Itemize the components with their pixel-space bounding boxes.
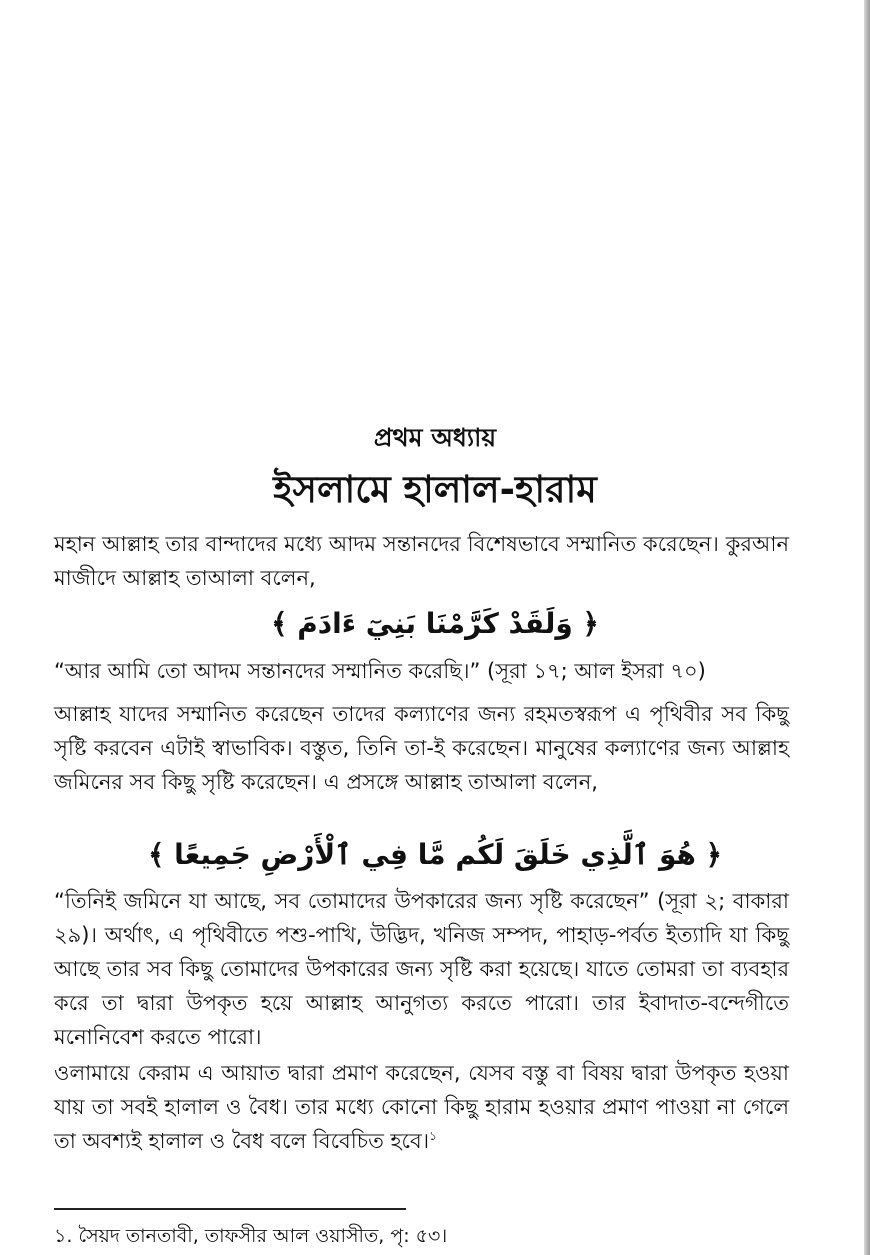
- quran-verse-1: ﴿ وَلَقَدْ كَرَّمْنَا بَنِيٓ ءَادَمَ ﴾: [271, 607, 599, 640]
- footnote: ১. সৈয়দ তানতাবী, তাফসীর আল ওয়াসীত, পৃ: ৫৩।: [54, 1225, 448, 1247]
- paragraph-verse-1-translation: “আর আমি তো আদম সন্তানদের সম্মানিত করেছি।” (সূরা ১৭; আল ইসরা ৭০): [54, 659, 706, 683]
- paragraph-verse-2-translation: “তিনিই জমিনে যা আছে, সব তোমাদের উপকারের জন্য সৃষ্টি করেছেন” (সূরা ২; বাকারা ২৯)। অর্থাৎ, এ পৃথিবীতে পশু-পাখি, উদ্ভিদ, খনিজ সম্পদ, পাহাড়-পর্বত ইত্যাদি যা কিছু আছে তার সব কিছু তোমাদের উপকারের জন্য সৃষ্টি করা হয়েছে। যাতে তোমরা তা ব্যবহার করে তা দ্বারা উপকৃত হয়ে আল্লাহ আনুগত্য করতে পারো। তার ইবাদাত-বন্দেগীতে মনোনিবেশ করতে পারো।: [54, 889, 789, 1049]
- paragraph-scholars: [54, 1056, 789, 1158]
- chapter-heading: প্রথম অধ্যায়: [373, 423, 497, 452]
- footnote-divider: [54, 1208, 406, 1210]
- quran-verse-2: ﴿ هُوَ ٱلَّذِي خَلَقَ لَكُم مَّا فِي ٱلْأَرْضِ جَمِيعًا ﴾: [147, 838, 723, 871]
- chapter-title: ইসলামে হালাল-হারাম: [273, 468, 597, 511]
- paragraph-scholars-text: ওলামায়ে কেরাম এ আয়াত দ্বারা প্রমাণ করেছেন, যেসব বস্তু বা বিষয় দ্বারা উপকৃত হওয়া যায় তা সবই হালাল ও বৈধ। তার মধ্যে কোনো কিছু হারাম হওয়ার প্রমাণ পাওয়া না গেলে তা অবশ্যই হালাল ও বৈধ বলে বিবেচিত হবে।: [54, 1061, 789, 1153]
- footnote-reference: ১: [429, 1129, 437, 1143]
- paragraph-mercy: আল্লাহ যাদের সম্মানিত করেছেন তাদের কল্যাণের জন্য রহমতস্বরূপ এ পৃথিবীর সব কিছু সৃষ্টি করবেন এটাই স্বাভাবিক। বস্তুত, তিনি তা-ই করেছেন। মানুষের কল্যাণের জন্য আল্লাহ জমিনের সব কিছু সৃষ্টি করেছেন। এ প্রসঙ্গে আল্লাহ তাআলা বলেন,: [54, 702, 789, 794]
- paragraph-intro: মহান আল্লাহ তার বান্দাদের মধ্যে আদম সন্তানদের বিশেষভাবে সম্মানিত করেছেন। কুরআন মাজীদে আল্লাহ তাআলা বলেন,: [54, 532, 789, 590]
